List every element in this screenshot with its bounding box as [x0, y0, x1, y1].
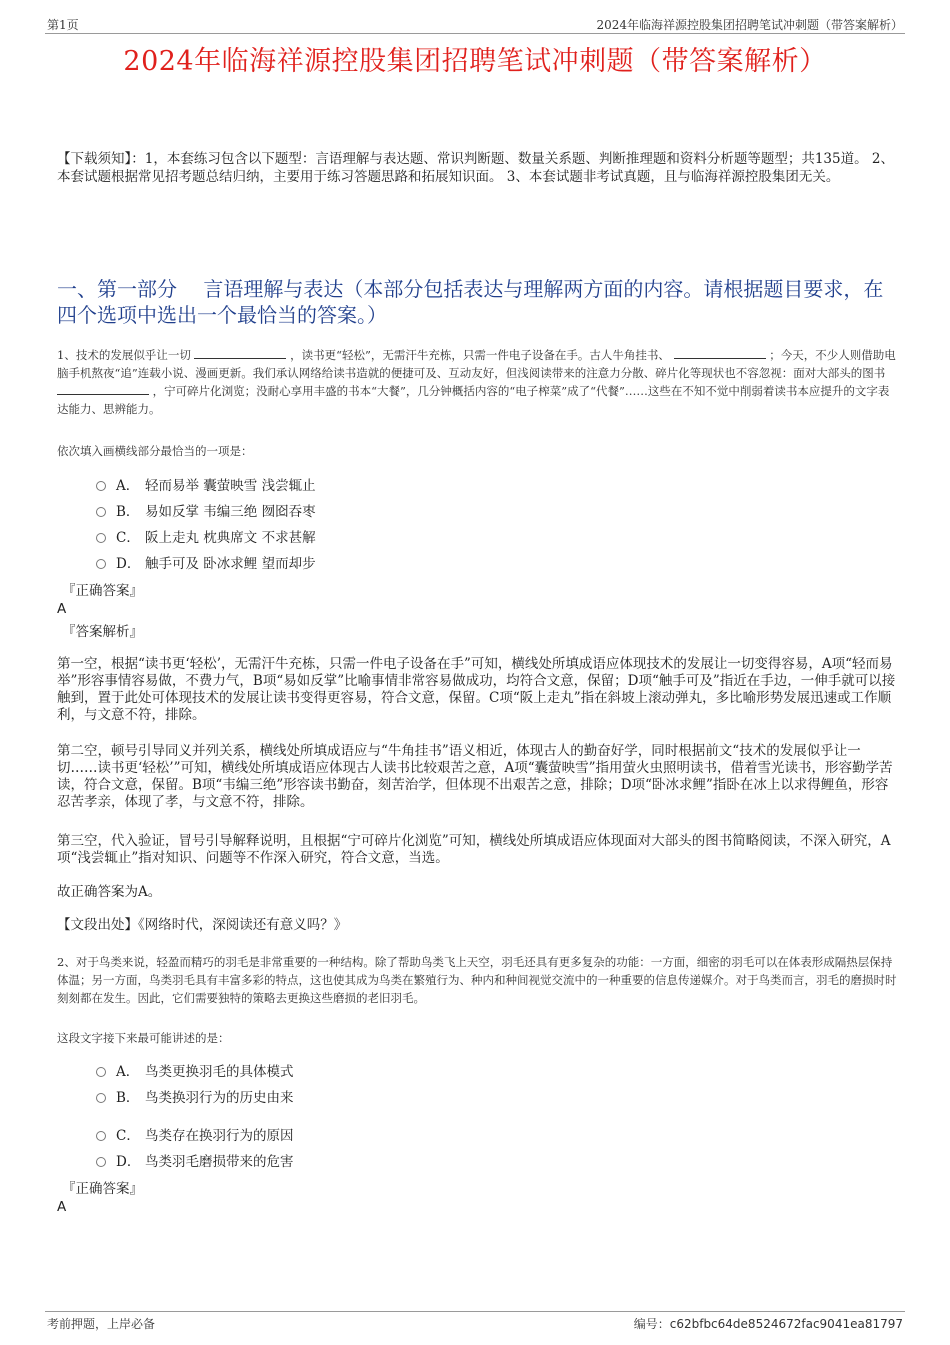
fill-blank-2: [674, 347, 766, 359]
page-footer: [45, 1311, 905, 1334]
q2-option-c[interactable]: C． 鸟类存在换羽行为的原因: [96, 1127, 294, 1145]
q1-option-c[interactable]: C． 阪上走丸 枕典席文 不求甚解: [96, 529, 316, 547]
q1-analysis-paragraph-1: 第一空，根据“读书更‘轻松’，无需汗牛充栋，只需一件电子设备在手”可知，横线处所填成语应体现技术的发展让一切变得容易，A项“轻而易举”形容事情容易做，不费力气，B项“易如反掌”比喻事情非常容易做成功，均符合文意，保留；D项“触手可及”指近在手边，一伸手就可以接触到，置于此处可体现技术的发展让读书变得更容易，符合文意，保留。C项“阪上走丸”指在斜坡上滚动弹丸，多比喻形势发展迅速或工作顺利，与文意不符，排除。: [57, 656, 896, 723]
q1-answer: A: [57, 601, 67, 617]
radio-icon[interactable]: [96, 1067, 106, 1077]
footer-slogan: 考前押题，上岸必备: [47, 1317, 156, 1331]
q1-analysis-label: 『答案解析』: [62, 624, 143, 640]
header-page-number: 第1页: [47, 18, 79, 32]
q2-answer-label: 『正确答案』: [62, 1181, 143, 1197]
document-title: 2024年临海祥源控股集团招聘笔试冲刺题（带答案解析）: [123, 46, 827, 77]
footer-code: 编号：c62bfbc64de8524672fac9041ea81797: [633, 1317, 903, 1331]
q1-analysis-paragraph-3: 第三空，代入验证，冒号引导解释说明，且根据“宁可碎片化浏览”可知，横线处所填成语应体现面对大部头的图书简略阅读，不深入研究，A项“浅尝辄止”指对知识、问题等不作深入研究，符合文意，当选。: [57, 833, 891, 866]
radio-icon[interactable]: [96, 1093, 106, 1103]
fill-blank-3: [57, 383, 149, 395]
q1-option-d[interactable]: D． 触手可及 卧冰求鲤 望而却步: [96, 555, 316, 573]
page-header: [45, 15, 905, 34]
q2-option-b[interactable]: B． 鸟类换羽行为的历史由来: [96, 1089, 294, 1107]
section-title: 一、第一部分 言语理解与表达（本部分包括表达与理解两方面的内容。请根据题目要求，在四个选项中选出一个最恰当的答案。）: [57, 277, 884, 327]
question-1-text: 1、技术的发展似乎让一切 ，读书更“轻松”，无需汗牛充栋，只需一件电子设备在手。古人牛角挂书、 ；今天，不少人则借助电脑手机熬夜“追”连载小说、漫画更新。我们承认网络给读书造就的便捷可及、互动友好，但浅阅读带来的注意力分散、碎片化等现状也不容忽视：面对大部头的图书 ，宁可碎片化浏览；没耐心享用丰盛的书本“大餐”，几分钟概括内容的“电子榨菜”成了“代餐”……这些在不知不觉中削弱着读书本应提升的文字表达能力、思辨能力。: [57, 348, 896, 416]
radio-icon[interactable]: [96, 507, 106, 517]
radio-icon[interactable]: [96, 1157, 106, 1167]
q1-option-b[interactable]: B． 易如反掌 韦编三绝 囫囵吞枣: [96, 503, 316, 521]
q2-option-a[interactable]: A． 鸟类更换羽毛的具体模式: [96, 1063, 294, 1081]
header-doc-title: 2024年临海祥源控股集团招聘笔试冲刺题（带答案解析）: [596, 18, 903, 32]
q2-option-d[interactable]: D． 鸟类羽毛磨损带来的危害: [96, 1153, 294, 1171]
radio-icon[interactable]: [96, 1131, 106, 1141]
question-1-prompt: 依次填入画横线部分最恰当的一项是：: [57, 444, 253, 458]
q1-answer-label: 『正确答案』: [62, 583, 143, 599]
radio-icon[interactable]: [96, 559, 106, 569]
question-2-prompt: 这段文字接下来最可能讲述的是：: [57, 1031, 230, 1045]
q1-analysis-paragraph-2: 第二空，顿号引导同义并列关系，横线处所填成语应与“牛角挂书”语义相近，体现古人的勤奋好学，同时根据前文“技术的发展似乎让一切……读书更‘轻松’”可知，横线处所填成语应体现古人读书比较艰苦之意，A项“囊萤映雪”指用萤火虫照明读书，借着雪光读书，形容勤学苦读，符合文意，保留。B项“韦编三绝”形容读书勤奋，刻苦治学，但体现不出艰苦之意，排除；D项“卧冰求鲤”指卧在冰上以求得鲤鱼，形容忍苦孝亲，体现了孝，与文意不符，排除。: [57, 743, 893, 810]
q1-analysis-conclusion: 故正确答案为A。: [57, 884, 162, 900]
download-notice: 【下载须知】：1，本套练习包含以下题型：言语理解与表达题、常识判断题、数量关系题、判断推理题和资料分析题等题型；共135道。 2、本套试题根据常见招考题总结归纳，主要用于练习答题思路和拓展知识面。 3、本套试题非考试真题，且与临海祥源控股集团无关。: [57, 151, 894, 185]
fill-blank-1: [194, 347, 286, 359]
q1-option-a[interactable]: A． 轻而易举 囊萤映雪 浅尝辄止: [96, 477, 316, 495]
question-2-text: 2、对于鸟类来说，轻盈而精巧的羽毛是非常重要的一种结构。除了帮助鸟类飞上天空，羽毛还具有更多复杂的功能：一方面，细密的羽毛可以在体表形成隔热层保持体温；另一方面，鸟类羽毛具有丰富多彩的特点，这也使其成为鸟类在繁殖行为、种内和种间视觉交流中的一种重要的信息传递媒介。对于鸟类而言，羽毛的磨损时时刻刻都在发生。因此，它们需要独特的策略去更换这些磨损的老旧羽毛。: [57, 955, 897, 1005]
radio-icon[interactable]: [96, 533, 106, 543]
q2-answer: A: [57, 1199, 67, 1215]
radio-icon[interactable]: [96, 481, 106, 491]
q1-source: 【文段出处】《网络时代，深阅读还有意义吗？》: [57, 917, 348, 933]
